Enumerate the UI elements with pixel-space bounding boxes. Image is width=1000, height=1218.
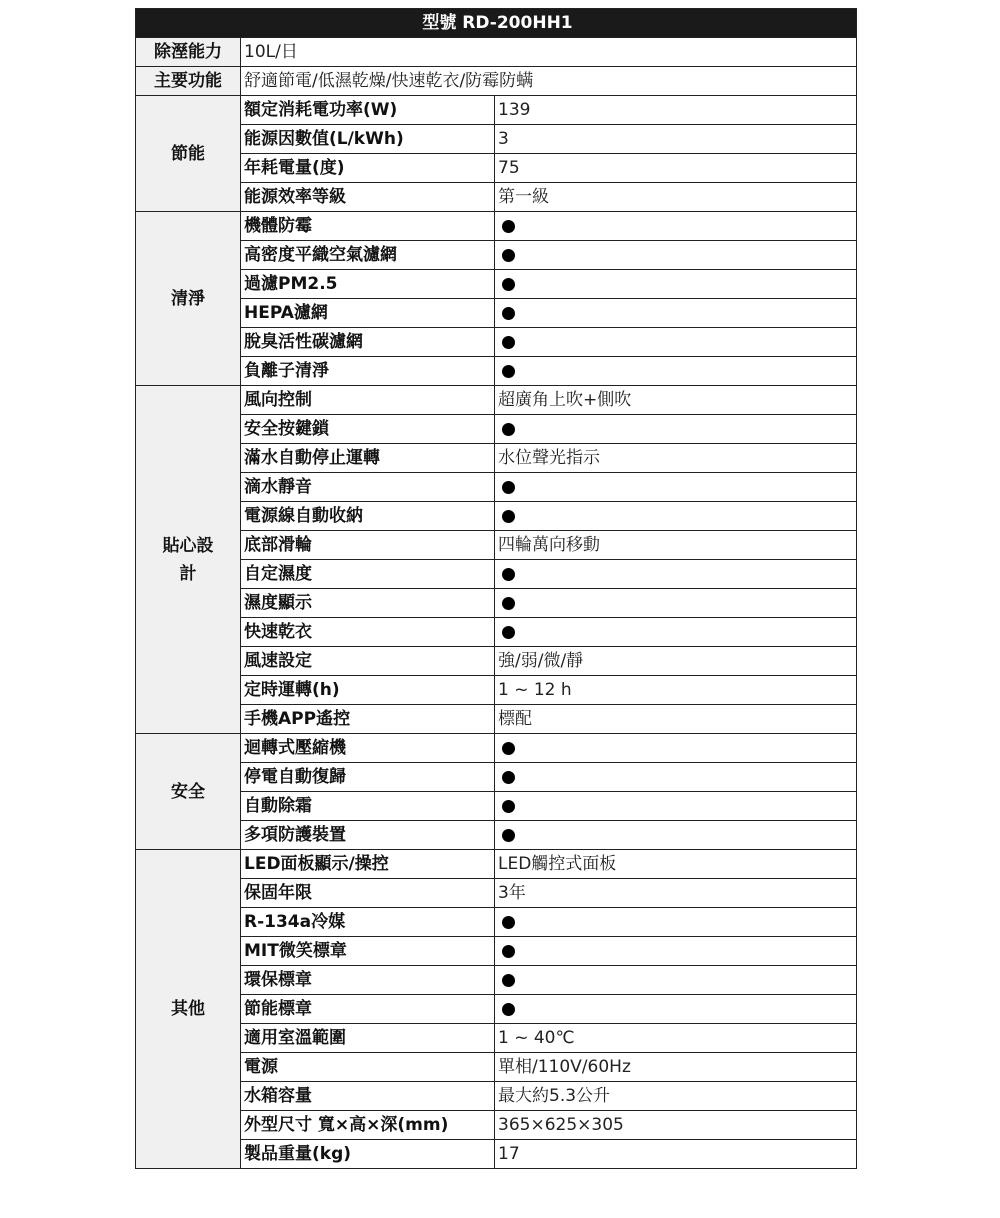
feature-label: 機體防霉	[241, 212, 495, 241]
feature-label: 手機APP遙控	[241, 705, 495, 734]
supported-cell	[495, 792, 857, 821]
spec-row	[136, 1024, 857, 1053]
feature-label: 能源因數值(L/kWh)	[241, 125, 495, 154]
spec-row	[136, 1140, 857, 1169]
spec-row	[136, 473, 857, 502]
feature-value: LED觸控式面板	[495, 850, 857, 879]
supported-cell	[495, 299, 857, 328]
feature-label: 自定濕度	[241, 560, 495, 589]
filled-circle-icon	[502, 568, 515, 581]
feature-value: 強/弱/微/靜	[495, 647, 857, 676]
feature-label: 定時運轉(h)	[241, 676, 495, 705]
feature-label: 滴水靜音	[241, 473, 495, 502]
title-row	[136, 9, 857, 38]
feature-value: 單相/110V/60Hz	[495, 1053, 857, 1082]
top-row	[136, 67, 857, 96]
filled-circle-icon	[502, 626, 515, 639]
supported-cell	[495, 270, 857, 299]
feature-label: 自動除霜	[241, 792, 495, 821]
feature-value: 最大約5.3公升	[495, 1082, 857, 1111]
spec-body	[136, 38, 857, 1169]
feature-label: 快速乾衣	[241, 618, 495, 647]
filled-circle-icon	[502, 829, 515, 842]
feature-label: 滿水自動停止運轉	[241, 444, 495, 473]
feature-value: 1 ~ 12 h	[495, 676, 857, 705]
spec-row	[136, 995, 857, 1024]
filled-circle-icon	[502, 220, 515, 233]
spec-row	[136, 879, 857, 908]
supported-cell	[495, 328, 857, 357]
spec-row	[136, 183, 857, 212]
feature-label: R-134a冷媒	[241, 908, 495, 937]
spec-row	[136, 734, 857, 763]
feature-label: 安全按鍵鎖	[241, 415, 495, 444]
filled-circle-icon	[502, 916, 515, 929]
feature-label: 高密度平織空氣濾網	[241, 241, 495, 270]
filled-circle-icon	[502, 945, 515, 958]
filled-circle-icon	[502, 510, 515, 523]
supported-cell	[495, 560, 857, 589]
filled-circle-icon	[502, 307, 515, 320]
spec-row	[136, 908, 857, 937]
feature-label: LED面板顯示/操控	[241, 850, 495, 879]
feature-label: 水箱容量	[241, 1082, 495, 1111]
feature-label: 能源效率等級	[241, 183, 495, 212]
filled-circle-icon	[502, 597, 515, 610]
spec-row	[136, 966, 857, 995]
feature-label: 節能標章	[241, 995, 495, 1024]
spec-row	[136, 589, 857, 618]
supported-cell	[495, 589, 857, 618]
filled-circle-icon	[502, 1003, 515, 1016]
spec-row	[136, 705, 857, 734]
spec-row	[136, 357, 857, 386]
feature-value: 水位聲光指示	[495, 444, 857, 473]
feature-label: 濕度顯示	[241, 589, 495, 618]
feature-label: 環保標章	[241, 966, 495, 995]
spec-row	[136, 415, 857, 444]
feature-label: HEPA濾網	[241, 299, 495, 328]
feature-label: 風向控制	[241, 386, 495, 415]
feature-label: 外型尺寸 寬×高×深(mm)	[241, 1111, 495, 1140]
category-label	[136, 734, 241, 850]
supported-cell	[495, 241, 857, 270]
supported-cell	[495, 821, 857, 850]
supported-cell	[495, 966, 857, 995]
feature-label: 年耗電量(度)	[241, 154, 495, 183]
filled-circle-icon	[502, 365, 515, 378]
filled-circle-icon	[502, 800, 515, 813]
filled-circle-icon	[502, 423, 515, 436]
category-label-text: 其他	[171, 999, 205, 1019]
spec-row	[136, 386, 857, 415]
feature-label: 電源	[241, 1053, 495, 1082]
category-label-text: 清淨	[171, 288, 205, 309]
category-label	[136, 96, 241, 212]
feature-label: 停電自動復歸	[241, 763, 495, 792]
category-label-text: 節能	[171, 143, 205, 164]
feature-label: 保固年限	[241, 879, 495, 908]
feature-label: MIT微笑標章	[241, 937, 495, 966]
top-row-value: 舒適節電/低濕乾燥/快速乾衣/防霉防螨	[241, 67, 857, 96]
feature-value: 四輪萬向移動	[495, 531, 857, 560]
supported-cell	[495, 995, 857, 1024]
feature-value: 超廣角上吹+側吹	[495, 386, 857, 415]
supported-cell	[495, 473, 857, 502]
feature-value: 3年	[495, 879, 857, 908]
spec-row	[136, 618, 857, 647]
feature-label: 適用室溫範圍	[241, 1024, 495, 1053]
top-row-label: 主要功能	[136, 67, 241, 96]
spec-row	[136, 270, 857, 299]
category-label-text: 貼心設計	[162, 535, 214, 584]
spec-row	[136, 444, 857, 473]
spec-row	[136, 1053, 857, 1082]
category-label-text: 安全	[171, 781, 205, 802]
top-row	[136, 38, 857, 67]
category-label	[136, 212, 241, 386]
feature-label: 風速設定	[241, 647, 495, 676]
feature-label: 電源線自動收納	[241, 502, 495, 531]
spec-row	[136, 502, 857, 531]
feature-value: 3	[495, 125, 857, 154]
spec-row	[136, 560, 857, 589]
spec-row	[136, 1111, 857, 1140]
filled-circle-icon	[502, 974, 515, 987]
filled-circle-icon	[502, 742, 515, 755]
spec-table	[135, 8, 857, 1169]
filled-circle-icon	[502, 336, 515, 349]
feature-value: 1 ~ 40℃	[495, 1024, 857, 1053]
top-row-value: 10L/日	[241, 38, 857, 67]
feature-label: 多項防護裝置	[241, 821, 495, 850]
spec-row	[136, 850, 857, 879]
supported-cell	[495, 763, 857, 792]
spec-row	[136, 328, 857, 357]
supported-cell	[495, 618, 857, 647]
feature-value: 365×625×305	[495, 1111, 857, 1140]
model-title: 型號 RD-200HH1	[136, 9, 857, 38]
spec-row	[136, 154, 857, 183]
category-label	[136, 386, 241, 734]
spec-row	[136, 96, 857, 125]
spec-row	[136, 212, 857, 241]
supported-cell	[495, 502, 857, 531]
feature-label: 脫臭活性碳濾網	[241, 328, 495, 357]
feature-label: 過濾PM2.5	[241, 270, 495, 299]
spec-row	[136, 647, 857, 676]
spec-row	[136, 937, 857, 966]
spec-row	[136, 125, 857, 154]
feature-value: 第一級	[495, 183, 857, 212]
feature-value: 75	[495, 154, 857, 183]
spec-row	[136, 676, 857, 705]
spec-row	[136, 1082, 857, 1111]
spec-row	[136, 763, 857, 792]
feature-label: 迴轉式壓縮機	[241, 734, 495, 763]
feature-value: 17	[495, 1140, 857, 1169]
feature-value: 139	[495, 96, 857, 125]
supported-cell	[495, 734, 857, 763]
spec-row	[136, 792, 857, 821]
category-label	[136, 850, 241, 1169]
supported-cell	[495, 908, 857, 937]
feature-label: 底部滑輪	[241, 531, 495, 560]
spec-row	[136, 531, 857, 560]
filled-circle-icon	[502, 771, 515, 784]
top-row-label: 除溼能力	[136, 38, 241, 67]
supported-cell	[495, 212, 857, 241]
filled-circle-icon	[502, 249, 515, 262]
supported-cell	[495, 357, 857, 386]
filled-circle-icon	[502, 278, 515, 291]
feature-value: 標配	[495, 705, 857, 734]
feature-label: 負離子清淨	[241, 357, 495, 386]
spec-row	[136, 821, 857, 850]
spec-row	[136, 299, 857, 328]
supported-cell	[495, 415, 857, 444]
filled-circle-icon	[502, 481, 515, 494]
feature-label: 額定消耗電功率(W)	[241, 96, 495, 125]
supported-cell	[495, 937, 857, 966]
spec-row	[136, 241, 857, 270]
feature-label: 製品重量(kg)	[241, 1140, 495, 1169]
